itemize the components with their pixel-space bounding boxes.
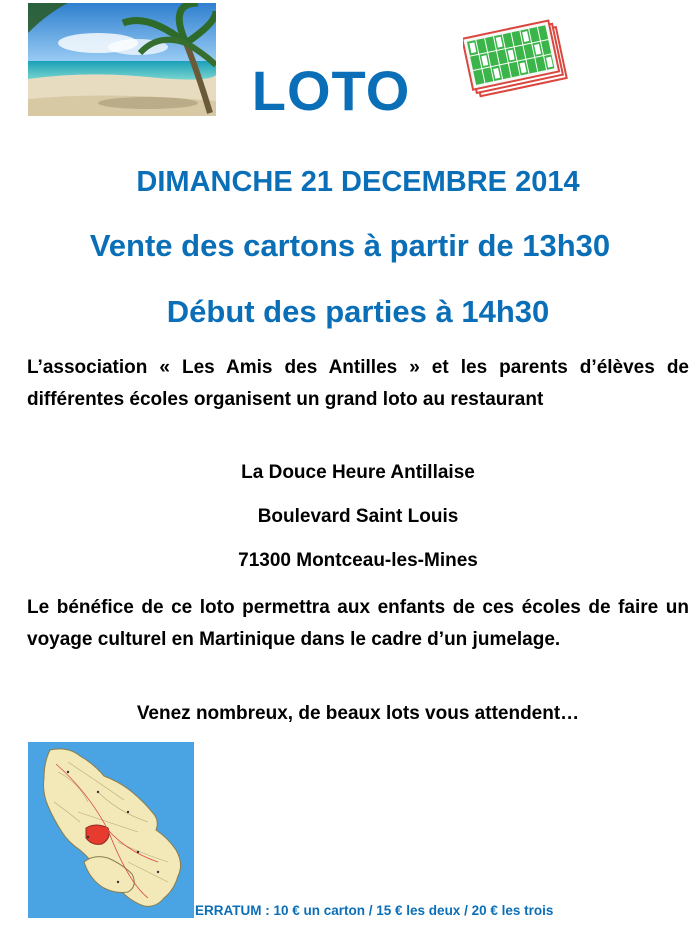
venue-name: La Douce Heure Antillaise (241, 462, 475, 483)
page-title: LOTO (251, 59, 411, 122)
benefit-paragraph: Le bénéfice de ce loto permettra aux enfants de ces écoles de faire un voyage culturel en Martinique dans le cadre d’un jumelage. (27, 597, 689, 650)
card-sale-time: Vente des cartons à partir de 13h30 (89, 228, 611, 263)
intro-paragraph: L’association « Les Amis des Antilles » et les parents d’élèves de différentes écoles organisent un grand loto au restaurant (27, 357, 689, 410)
erratum-price-note: ERRATUM : 10 € un carton / 15 € les deux / 20 € les trois (195, 903, 554, 918)
games-start-time: Début des parties à 14h30 (166, 294, 550, 329)
venue-city: 71300 Montceau-les-Mines (238, 550, 478, 571)
closing-line: Venez nombreux, de beaux lots vous attendent… (136, 703, 580, 724)
event-date: DIMANCHE 21 DECEMBRE 2014 (136, 166, 580, 198)
venue-street: Boulevard Saint Louis (257, 506, 459, 527)
martinique-map (28, 742, 194, 918)
